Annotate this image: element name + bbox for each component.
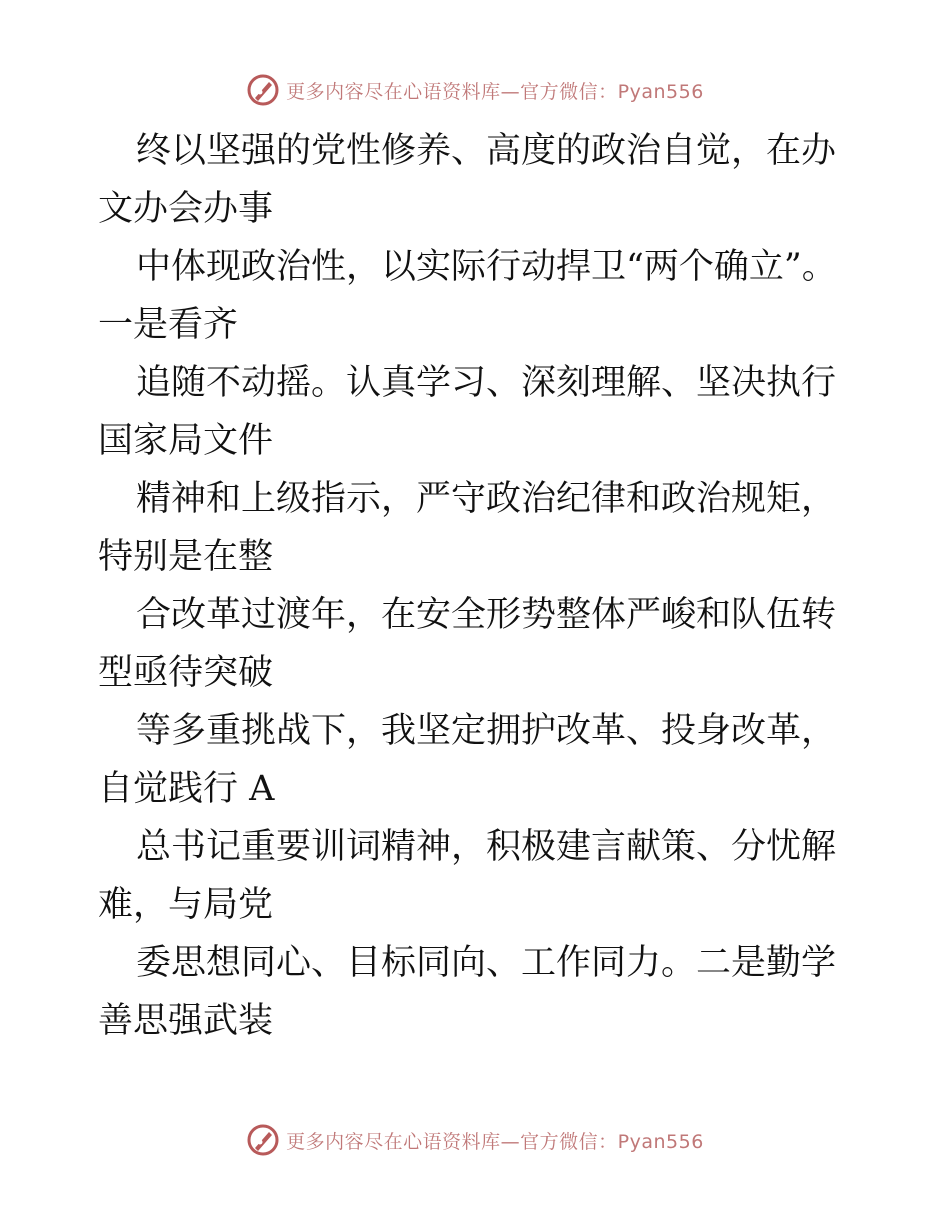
watermark-text: 更多内容尽在心语资料库—官方微信：Pyan556: [286, 80, 704, 103]
footer-watermark: [0, 1120, 950, 1160]
paragraph: 委思想同心、目标同向、工作同力。二是勤学善思强武装: [98, 943, 837, 1041]
paragraph: 追随不动摇。认真学习、深刻理解、坚决执行国家局文件: [98, 363, 837, 461]
paragraph: 合改革过渡年，在安全形势整体严峻和队伍转型亟待突破: [98, 595, 837, 693]
paragraph: 等多重挑战下，我坚定拥护改革、投身改革，自觉践行 A: [98, 711, 837, 809]
paragraph: 精神和上级指示，严守政治纪律和政治规矩，特别是在整: [98, 479, 837, 577]
pen-logo-icon: [246, 73, 280, 107]
paragraph: 终以坚强的党性修养、高度的政治自觉，在办文办会办事: [98, 131, 837, 229]
watermark-text: 更多内容尽在心语资料库—官方微信：Pyan556: [286, 1130, 704, 1153]
document-body: [98, 122, 858, 1050]
header-watermark: [0, 70, 950, 110]
paragraph: 总书记重要训词精神，积极建言献策、分忧解难，与局党: [98, 827, 837, 925]
pen-logo-icon: [246, 1123, 280, 1157]
paragraph: 中体现政治性，以实际行动捍卫“两个确立”。一是看齐: [98, 247, 837, 345]
